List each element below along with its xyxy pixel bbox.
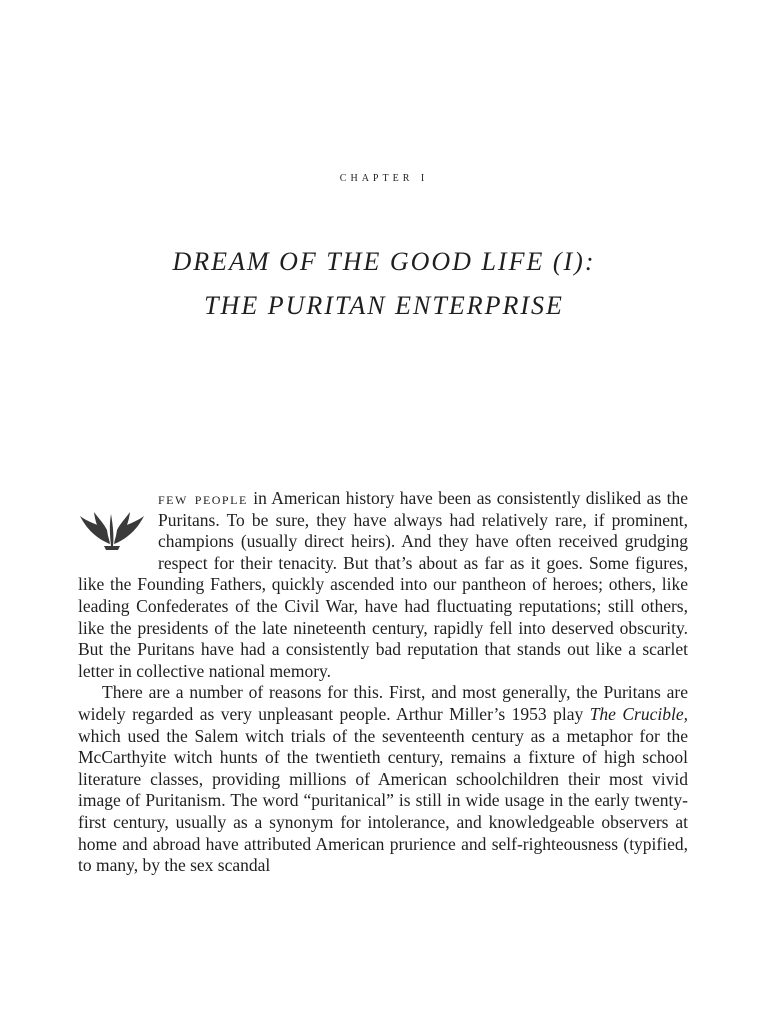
chapter-title-line-2: THE PURITAN ENTERPRISE <box>204 291 564 320</box>
chapter-title <box>0 240 768 328</box>
fleuron-ornament-icon <box>78 506 148 554</box>
paragraph-1 <box>78 488 688 682</box>
chapter-title-line-1: DREAM OF THE GOOD LIFE (I): <box>172 247 596 276</box>
body-text <box>78 488 688 877</box>
paragraph-2 <box>78 682 688 876</box>
chapter-label: chapter i <box>339 170 429 185</box>
paragraph-1-text: in American history have been as consistently disliked as the Puritans. To be sure, they have always had relatively rare, if prominent, champions (usually direct heirs). And they have often received grudging respect for their tenacity. But that’s about as far as it goes. Some figures, like the Founding Fathers, quickly ascended into our pantheon of heroes; others, like leading Confederates of the Civil War, have had fluctuating reputations; still others, like the presidents of the late nineteenth century, rapidly fell into deserved obscurity. But the Puritans have had a consistently bad reputation that stands out like a scarlet letter in collective national memory. <box>78 488 688 681</box>
paragraph-2-after: which used the Salem witch trials of the seventeenth century as a metaphor for the McCarthyite witch hunts of the twentieth century, remains a fixture of high school literature classes, providing millions of American schoolchildren their most vivid image of Puritanism. The word “puritanical” is still in wide usage in the early twenty-first century, usually as a synonym for intolerance, and knowledgeable observers at home and abroad have attributed American prurience and self-righteousness (typified, to many, by the sex scandal <box>78 725 688 876</box>
paragraph-2-italic-title: The Crucible, <box>589 703 688 724</box>
paragraph-2-before: There are a number of reasons for this. First, and most generally, the Puritans are widely regarded as very unpleasant people. Arthur Miller’s 1953 play <box>78 682 688 724</box>
paragraph-1-lead: few people <box>158 488 248 508</box>
